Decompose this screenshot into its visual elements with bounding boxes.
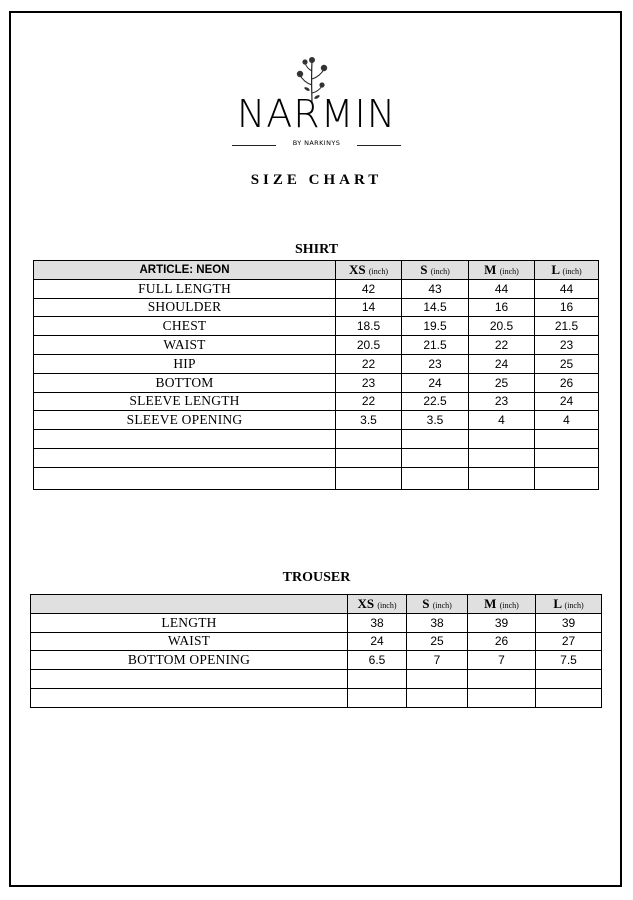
- measurement-value: 38: [407, 613, 468, 632]
- table-row: [31, 613, 602, 632]
- trouser-size-table: [30, 594, 602, 708]
- size-header-xs: [348, 595, 407, 614]
- empty-table-row: [31, 670, 602, 689]
- measurement-value: 16: [535, 298, 599, 317]
- table-row: [34, 373, 599, 392]
- measurement-value: 42: [336, 279, 402, 298]
- measurement-value: 38: [348, 613, 407, 632]
- measurement-value: 24: [348, 632, 407, 651]
- table-header-row: [31, 595, 602, 614]
- measurement-label: FULL LENGTH: [34, 279, 336, 298]
- measurement-value: 7: [407, 651, 468, 670]
- empty-table-row: [34, 430, 599, 449]
- measurement-value: 22: [336, 354, 402, 373]
- measurement-label: SHOULDER: [34, 298, 336, 317]
- measurement-value: 44: [469, 279, 535, 298]
- measurement-value: 14: [336, 298, 402, 317]
- measurement-value: 14.5: [402, 298, 469, 317]
- brand-byline: BY NARKINYS: [292, 139, 341, 147]
- measurement-value: 23: [469, 392, 535, 411]
- measurement-value: 3.5: [336, 411, 402, 430]
- unit-label: (inch): [432, 600, 452, 610]
- measurement-value: 26: [468, 632, 536, 651]
- measurement-value: 23: [336, 373, 402, 392]
- measurement-value: 7: [468, 651, 536, 670]
- empty-table-row: [31, 688, 602, 707]
- measurement-label: SLEEVE LENGTH: [34, 392, 336, 411]
- measurement-value: 22: [336, 392, 402, 411]
- measurement-value: 7.5: [536, 651, 602, 670]
- size-label: L: [553, 595, 562, 611]
- measurement-value: 21.5: [535, 317, 599, 336]
- article-label: ARTICLE: NEON: [34, 261, 336, 280]
- measurement-value: 27: [536, 632, 602, 651]
- table-row: [34, 317, 599, 336]
- measurement-value: 6.5: [348, 651, 407, 670]
- measurement-value: 25: [469, 373, 535, 392]
- measurement-label: LENGTH: [31, 613, 348, 632]
- unit-label: (inch): [430, 266, 450, 276]
- brand-name: NARMIN: [236, 92, 397, 136]
- measurement-value: 23: [535, 336, 599, 355]
- measurement-value: 43: [402, 279, 469, 298]
- measurement-value: 24: [535, 392, 599, 411]
- unit-label: (inch): [377, 600, 397, 610]
- size-label: S: [422, 595, 430, 611]
- table-row: [34, 298, 599, 317]
- measurement-value: 26: [535, 373, 599, 392]
- size-header-m: [468, 595, 536, 614]
- empty-table-row: [34, 449, 599, 468]
- measurement-value: 22: [469, 336, 535, 355]
- size-label: S: [420, 261, 428, 277]
- size-header-xs: [336, 261, 402, 280]
- measurement-value: 4: [469, 411, 535, 430]
- size-label: XS: [357, 595, 375, 611]
- size-header-l: [535, 261, 599, 280]
- shirt-size-table: [33, 260, 599, 490]
- measurement-value: 18.5: [336, 317, 402, 336]
- measurement-value: 16: [469, 298, 535, 317]
- trouser-section-title: TROUSER: [282, 570, 351, 585]
- table-row: [31, 632, 602, 651]
- size-label: M: [484, 261, 497, 277]
- measurement-value: 23: [402, 354, 469, 373]
- measurement-value: 25: [407, 632, 468, 651]
- measurement-value: 24: [469, 354, 535, 373]
- table-row: [34, 411, 599, 430]
- size-header-m: [469, 261, 535, 280]
- measurement-label: CHEST: [34, 317, 336, 336]
- measurement-label: BOTTOM: [34, 373, 336, 392]
- size-header-l: [536, 595, 602, 614]
- empty-table-row: [34, 468, 599, 490]
- unit-label: (inch): [499, 266, 519, 276]
- measurement-value: 4: [535, 411, 599, 430]
- measurement-label: WAIST: [34, 336, 336, 355]
- table-header-row: [34, 261, 599, 280]
- unit-label: (inch): [368, 266, 388, 276]
- document-title: SIZE CHART: [250, 172, 383, 188]
- table-row: [34, 279, 599, 298]
- measurement-label: BOTTOM OPENING: [31, 651, 348, 670]
- measurement-value: 44: [535, 279, 599, 298]
- measurement-label: HIP: [34, 354, 336, 373]
- measurement-value: 20.5: [469, 317, 535, 336]
- unit-label: (inch): [564, 600, 584, 610]
- shirt-section-title: SHIRT: [294, 242, 339, 257]
- article-label: [31, 595, 348, 614]
- table-row: [31, 651, 602, 670]
- measurement-value: 19.5: [402, 317, 469, 336]
- measurement-label: SLEEVE OPENING: [34, 411, 336, 430]
- measurement-value: 25: [535, 354, 599, 373]
- table-row: [34, 392, 599, 411]
- measurement-value: 21.5: [402, 336, 469, 355]
- size-label: XS: [349, 261, 366, 277]
- unit-label: (inch): [562, 266, 582, 276]
- measurement-value: 20.5: [336, 336, 402, 355]
- measurement-value: 22.5: [402, 392, 469, 411]
- table-row: [34, 336, 599, 355]
- size-header-s: [402, 261, 469, 280]
- measurement-value: 39: [536, 613, 602, 632]
- measurement-value: 24: [402, 373, 469, 392]
- measurement-label: WAIST: [31, 632, 348, 651]
- measurement-value: 3.5: [402, 411, 469, 430]
- size-header-s: [407, 595, 468, 614]
- unit-label: (inch): [499, 600, 519, 610]
- table-row: [34, 354, 599, 373]
- size-label: L: [551, 261, 560, 277]
- size-label: M: [484, 595, 497, 611]
- measurement-value: 39: [468, 613, 536, 632]
